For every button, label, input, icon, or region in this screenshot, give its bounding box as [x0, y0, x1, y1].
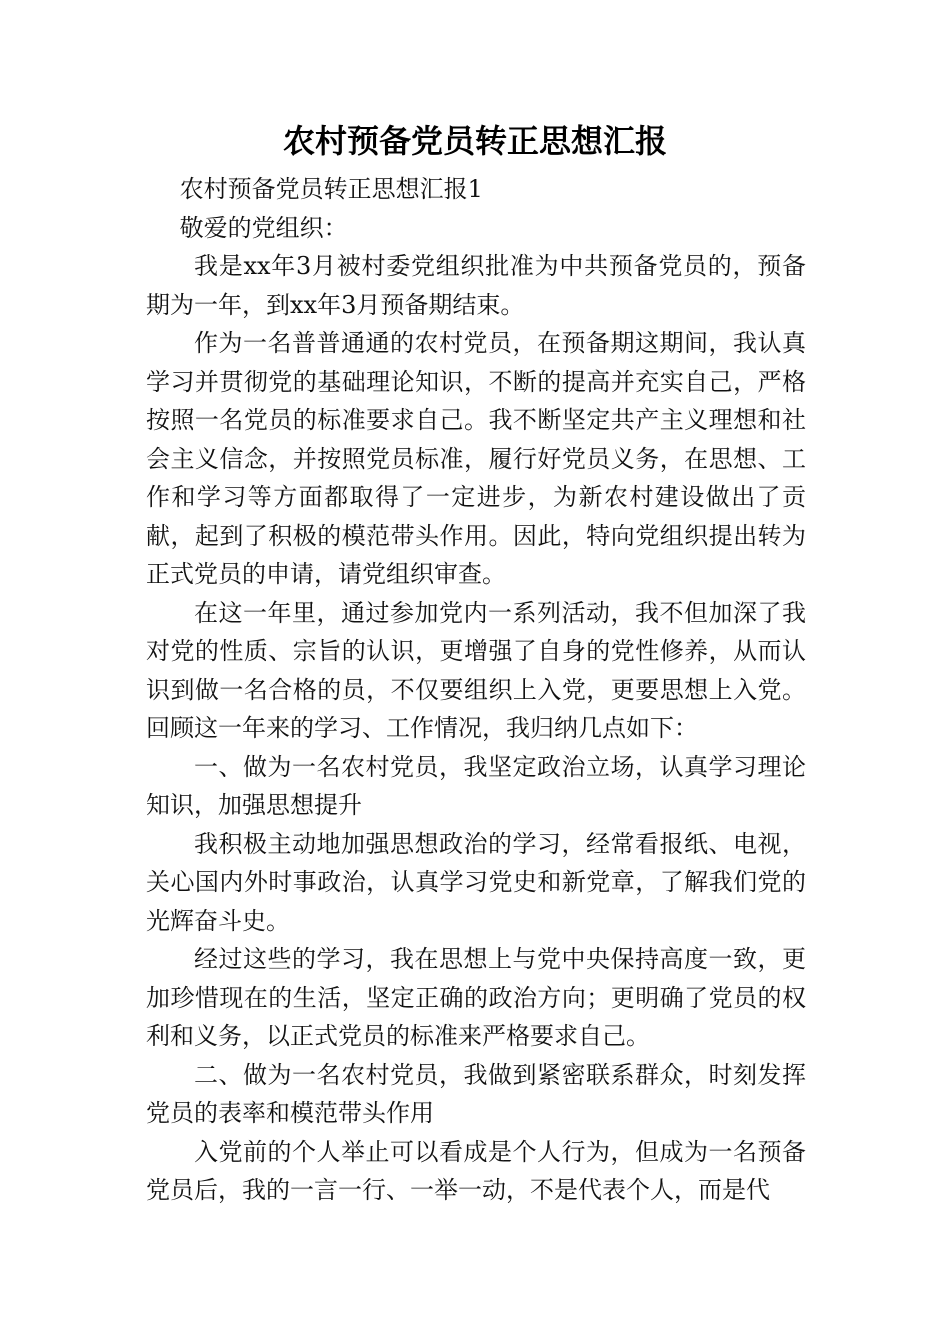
paragraph-subtitle: 农村预备党员转正思想汇报1: [179, 175, 483, 203]
paragraph-salutation: 敬爱的党组织：: [179, 213, 348, 242]
paragraph: 在这一年里，通过参加党内一系列活动，我不但加深了我对党的性质、宗旨的认识，更增强了自身的党性修养，从而认识到做一名合格的员，不仅要组织上入党，更要思想上入党。回顾这一年来的学习、工作情况，我归纳几点如下：: [146, 598, 806, 742]
document-title: 农村预备党员转正思想汇报: [282, 122, 667, 160]
paragraph: 经过这些的学习，我在思想上与党中央保持高度一致，更加珍惜现在的生活，坚定正确的政治方向；更明确了党员的权利和义务，以正式党员的标准来严格要求自己。: [146, 945, 806, 1050]
paragraph: 作为一名普普通通的农村党员，在预备期这期间，我认真学习并贯彻党的基础理论知识，不断的提高并充实自己，严格按照一名党员的标准要求自己。我不断坚定共产主义理想和社会主义信念，并按照党员标准，履行好党员义务，在思想、工作和学习等方面都取得了一定进步，为新农村建设做出了贡献，起到了积极的模范带头作用。因此，特向党组织提出转为正式党员的申请，请党组织审查。: [146, 329, 806, 588]
paragraph: 入党前的个人举止可以看成是个人行为，但成为一名预备党员后，我的一言一行、一举一动，不是代表个人，而是代: [146, 1137, 806, 1204]
section-heading-1: 一、做为一名农村党员，我坚定政治立场，认真学习理论知识，加强思想提升: [146, 752, 806, 819]
paragraph: 我积极主动地加强思想政治的学习，经常看报纸、电视，关心国内外时事政治，认真学习党史和新党章，了解我们党的光辉奋斗史。: [146, 829, 806, 935]
paragraph: 我是xx年3月被村委党组织批准为中共预备党员的，预备期为一年，到xx年3月预备期结束。: [146, 252, 806, 319]
section-heading-2: 二、做为一名农村党员，我做到紧密联系群众，时刻发挥党员的表率和模范带头作用: [146, 1060, 806, 1127]
document-body: [146, 170, 806, 1210]
